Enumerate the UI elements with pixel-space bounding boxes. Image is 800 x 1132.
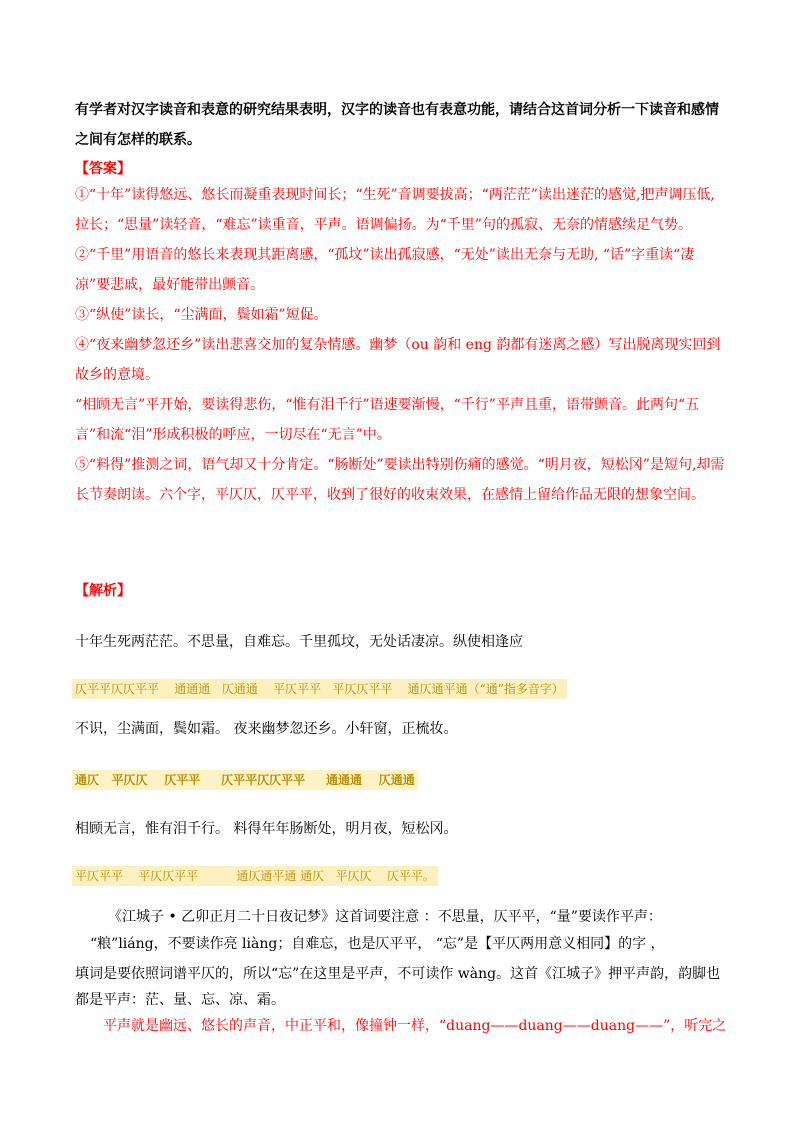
question-text: 有学者对汉字读音和表意的研究结果表明，汉字的读音也有表意功能，请结合这首词分析一下读音和感情之间有怎样的联系。 [75, 102, 719, 148]
explanation-line-5: 平声就是幽远、悠长的声音，中正平和，像撞钟一样，“duang——duang——duang——”，听完之 [103, 1018, 727, 1034]
answer-item-4: ④“夜来幽梦忽还乡”读出悲喜交加的复杂情感。幽梦（ou 韵和 eng 韵都有迷离之感）写出脱离现实回到故乡的意境。 [75, 337, 721, 383]
analysis-heading: 【解析】 [75, 583, 131, 599]
answer-item-3: ③“纵使”读长，“尘满面，鬓如霜”短促。 [75, 307, 328, 323]
answer-item-2: ②“千里”用语音的悠长来表现其距离感，“孤坟”读出孤寂感，“无处”读出无奈与无助, “话”字重读“凄凉”要悲戚，最好能带出颤音。 [75, 247, 695, 293]
tone-pattern-2: 通仄 平仄仄 仄平平 仄平平仄仄平平 通通通 仄通通 [72, 770, 418, 790]
tone-pattern-1: 仄平平仄仄平平 通通通 仄通通 平仄平平 平仄仄平平 通仄通平通（“通”指多音字） [72, 679, 567, 699]
poem-line-1: 十年生死两茫茫。不思量，自难忘。千里孤坟，无处话凄凉。纵使相逢应 [75, 634, 523, 650]
answer-item-6: ⑤“料得”推测之词，语气却又十分肯定。“肠断处”要读出特别伤痛的感觉。“明月夜，短松冈”是短句,却需长节奏朗读。六个字，平仄仄，仄平平，收到了很好的收束效果，在感情上留给作品无限的想象空间。 [75, 457, 725, 503]
answer-heading: 【答案】 [75, 161, 131, 177]
explanation-line-3: 填词是要依照词谱平仄的，所以“忘”在这里是平声，不可读作 wàng。这首《江城子》押平声韵，韵脚也 [75, 966, 721, 982]
explanation-line-2: “粮”liáng，不要读作亮 liàng；自难忘，也是仄平平， “忘”是【平仄两用意义相同】的字 ， [90, 936, 665, 952]
answer-item-1: ①“十年”读得悠远、悠长而凝重表现时间长；“生死”音调要拔高；“两茫茫”读出迷茫的感觉,把声调压低,拉长；“思量”读轻音，“难忘”读重音，平声。语调偏扬。为“千里”句的孤寂、无奈的情感续足气势。 [75, 187, 715, 233]
answer-item-5: “相顾无言”平开始，要读得悲伤，“惟有泪千行”语速要渐慢，“千行”平声且重，语带颤音。此两句“五言”和流“泪”形成积极的呼应，一切尽在“无言”中。 [75, 397, 700, 443]
answer-block [75, 180, 725, 510]
tone-pattern-3: 平仄平平 平仄仄平平 通仄通平通 通仄 平仄仄 仄平平。 [72, 866, 438, 886]
explanation-line-4: 都是平声：茫、量、忘、凉、霜。 [75, 992, 285, 1008]
poem-line-3: 相顾无言，惟有泪千行。 料得年年肠断处，明月夜，短松冈。 [75, 821, 458, 837]
poem-line-2: 不识，尘满面，鬓如霜。 夜来幽梦忽还乡。小轩窗，正梳妆。 [75, 721, 458, 737]
explanation-line-1: 《江城子 • 乙卯正月二十日夜记梦》这首词要注意 ：不思量，仄平平，“量”要读作平声： [108, 909, 662, 925]
